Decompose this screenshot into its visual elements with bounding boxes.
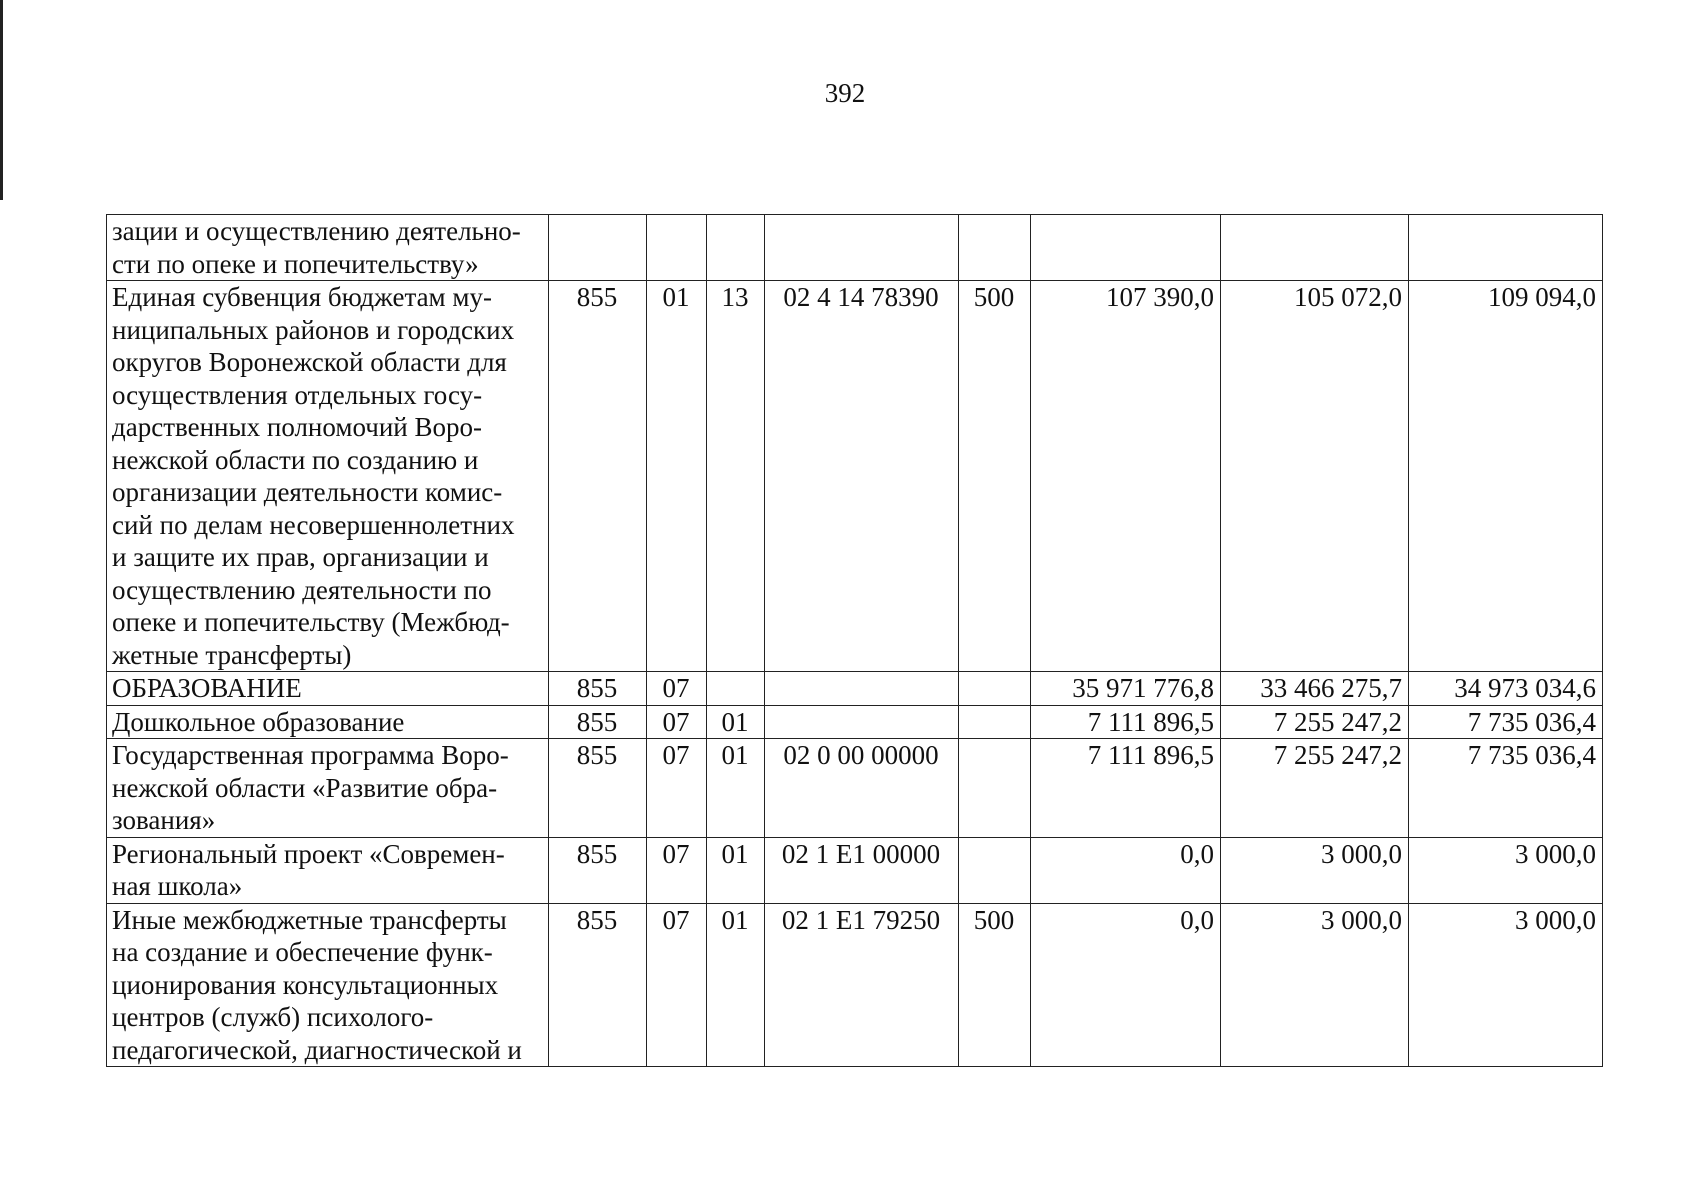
amount-year-3-cell xyxy=(1409,215,1603,281)
department-code-cell xyxy=(549,215,647,281)
subsection-code-cell: 01 xyxy=(707,837,765,903)
page-number: 392 xyxy=(824,78,866,108)
section-code-cell: 07 xyxy=(647,903,707,1067)
expense-type-code-cell xyxy=(959,215,1031,281)
subsection-code-cell: 13 xyxy=(707,281,765,672)
amount-year-1-cell: 7 111 896,5 xyxy=(1031,739,1221,838)
department-code-cell: 855 xyxy=(549,281,647,672)
amount-year-3-cell: 7 735 036,4 xyxy=(1409,739,1603,838)
budget-table-body xyxy=(107,215,1603,1067)
item-name-line: сий по делам несовершеннолетних xyxy=(112,509,515,540)
amount-year-2-cell: 3 000,0 xyxy=(1221,903,1409,1067)
amount-year-3-cell: 3 000,0 xyxy=(1409,903,1603,1067)
item-name-cell xyxy=(107,903,549,1067)
section-code-cell: 07 xyxy=(647,705,707,739)
item-name-line: и защите их прав, организации и xyxy=(112,542,489,572)
target-item-code-cell: 02 4 14 78390 xyxy=(765,281,959,672)
item-name-line: Единая субвенция бюджетам му- xyxy=(112,282,492,312)
item-name-line: Государственная программа Воро- xyxy=(112,740,509,770)
amount-year-3-cell: 109 094,0 xyxy=(1409,281,1603,672)
section-code-cell xyxy=(647,215,707,281)
amount-year-2-cell: 7 255 247,2 xyxy=(1221,739,1409,838)
amount-year-3-cell: 3 000,0 xyxy=(1409,837,1603,903)
table-row xyxy=(107,903,1603,1067)
amount-year-2-cell: 105 072,0 xyxy=(1221,281,1409,672)
item-name-line: нежской области «Развитие обра- xyxy=(112,772,498,803)
target-item-code-cell xyxy=(765,672,959,706)
expense-type-code-cell xyxy=(959,837,1031,903)
target-item-code-cell xyxy=(765,705,959,739)
target-item-code-cell: 02 0 00 00000 xyxy=(765,739,959,838)
target-item-code-cell: 02 1 E1 79250 xyxy=(765,903,959,1067)
department-code-cell: 855 xyxy=(549,837,647,903)
item-name-line: зования» xyxy=(112,805,216,835)
table-row xyxy=(107,739,1603,838)
item-name-line: Региональный проект «Современ- xyxy=(112,838,505,869)
table-row xyxy=(107,281,1603,672)
department-code-cell: 855 xyxy=(549,705,647,739)
item-name-cell xyxy=(107,215,549,281)
item-name-line: сти по опеке и попечительству» xyxy=(112,248,479,279)
item-name-line: дарственных полномочий Воро- xyxy=(112,412,482,442)
item-name-cell xyxy=(107,837,549,903)
amount-year-1-cell: 0,0 xyxy=(1031,903,1221,1067)
item-name-cell xyxy=(107,672,549,706)
amount-year-3-cell: 7 735 036,4 xyxy=(1409,705,1603,739)
item-name-line: нежской области по созданию и xyxy=(112,444,479,475)
item-name-line: организации деятельности комис- xyxy=(112,477,503,507)
amount-year-1-cell: 35 971 776,8 xyxy=(1031,672,1221,706)
item-name-line: зации и осуществлению деятельно- xyxy=(112,216,521,246)
item-name-line: педагогической, диагностической и xyxy=(112,1034,522,1065)
amount-year-1-cell: 7 111 896,5 xyxy=(1031,705,1221,739)
item-name-line: ная школа» xyxy=(112,871,243,901)
amount-year-2-cell: 33 466 275,7 xyxy=(1221,672,1409,706)
section-code-cell: 01 xyxy=(647,281,707,672)
item-name-cell xyxy=(107,281,549,672)
item-name-line: осуществлению деятельности по xyxy=(112,574,492,605)
item-name-line: ниципальных районов и городских xyxy=(112,314,515,345)
table-row xyxy=(107,705,1603,739)
item-name-line: округов Воронежской области для xyxy=(112,347,507,377)
target-item-code-cell xyxy=(765,215,959,281)
amount-year-2-cell: 3 000,0 xyxy=(1221,837,1409,903)
amount-year-1-cell: 107 390,0 xyxy=(1031,281,1221,672)
item-name-line: осуществления отдельных госу- xyxy=(112,379,483,410)
expense-type-code-cell: 500 xyxy=(959,281,1031,672)
target-item-code-cell: 02 1 E1 00000 xyxy=(765,837,959,903)
section-code-cell: 07 xyxy=(647,837,707,903)
section-code-cell: 07 xyxy=(647,739,707,838)
subsection-code-cell: 01 xyxy=(707,705,765,739)
amount-year-2-cell: 7 255 247,2 xyxy=(1221,705,1409,739)
amount-year-3-cell: 34 973 034,6 xyxy=(1409,672,1603,706)
subsection-code-cell xyxy=(707,672,765,706)
item-name-cell xyxy=(107,705,549,739)
expense-type-code-cell xyxy=(959,672,1031,706)
item-name-line: на создание и обеспечение функ- xyxy=(112,937,493,967)
expense-type-code-cell: 500 xyxy=(959,903,1031,1067)
department-code-cell: 855 xyxy=(549,739,647,838)
section-code-cell: 07 xyxy=(647,672,707,706)
item-name-line: Иные межбюджетные трансферты xyxy=(112,904,507,935)
amount-year-1-cell: 0,0 xyxy=(1031,837,1221,903)
budget-table xyxy=(106,214,1603,1067)
department-code-cell: 855 xyxy=(549,903,647,1067)
item-name-line: опеке и попечительству (Межбюд- xyxy=(112,607,510,637)
expense-type-code-cell xyxy=(959,739,1031,838)
amount-year-1-cell xyxy=(1031,215,1221,281)
item-name-line: ционирования консультационных xyxy=(112,969,499,1000)
item-name-line: ОБРАЗОВАНИЕ xyxy=(112,673,302,703)
table-row xyxy=(107,215,1603,281)
item-name-line: центров (служб) психолого- xyxy=(112,1002,434,1032)
expense-type-code-cell xyxy=(959,705,1031,739)
item-name-cell xyxy=(107,739,549,838)
subsection-code-cell: 01 xyxy=(707,903,765,1067)
department-code-cell: 855 xyxy=(549,672,647,706)
item-name-line: Дошкольное образование xyxy=(112,706,405,737)
table-row xyxy=(107,672,1603,706)
amount-year-2-cell xyxy=(1221,215,1409,281)
subsection-code-cell: 01 xyxy=(707,739,765,838)
table-row xyxy=(107,837,1603,903)
item-name-line: жетные трансферты) xyxy=(112,639,352,670)
subsection-code-cell xyxy=(707,215,765,281)
